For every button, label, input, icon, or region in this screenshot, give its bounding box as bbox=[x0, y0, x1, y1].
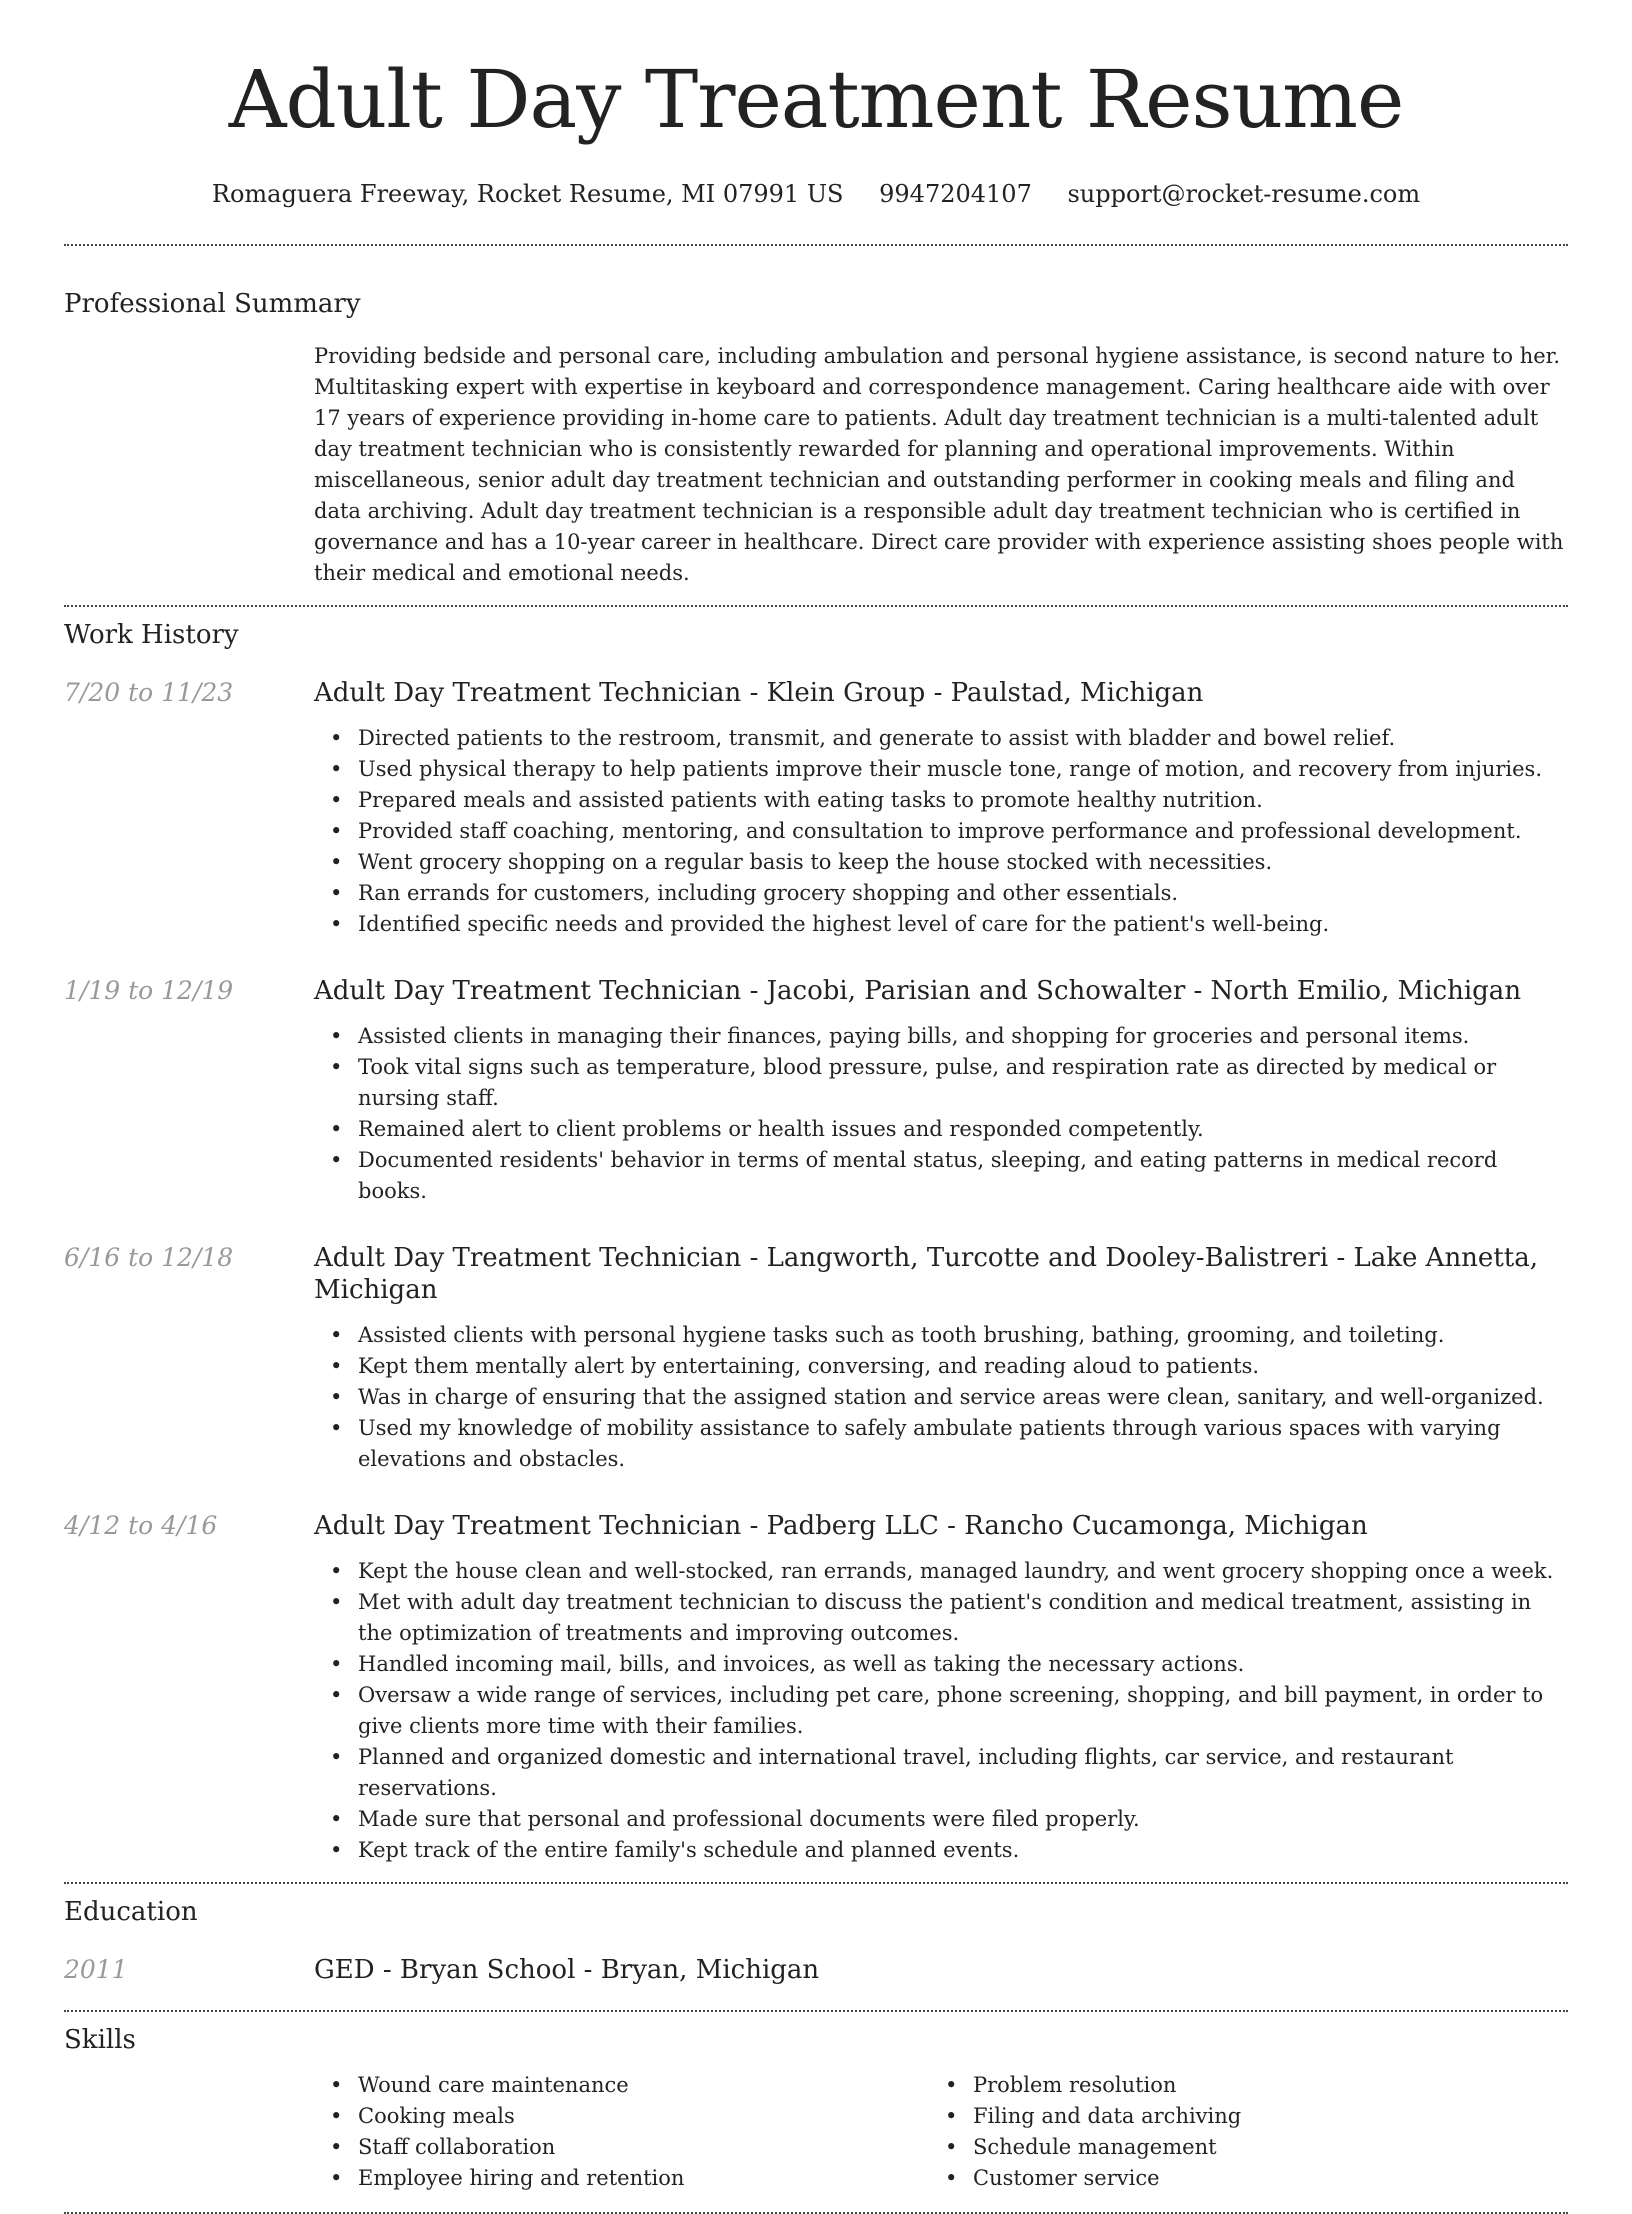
divider bbox=[64, 605, 1568, 607]
summary-left bbox=[64, 341, 314, 589]
list-item: • Kept them mentally alert by entertaining, conversing, and reading aloud to patients. bbox=[314, 1351, 1568, 1382]
contact-line bbox=[64, 178, 1568, 210]
list-item: • Directed patients to the restroom, transmit, and generate to assist with bladder and bowel relief. bbox=[314, 723, 1568, 754]
list-item: • Prepared meals and assisted patients with eating tasks to promote healthy nutrition. bbox=[314, 785, 1568, 816]
education-year: 2011 bbox=[64, 1955, 128, 1984]
job-title: Adult Day Treatment Technician - Jacobi, Parisian and Schowalter - North Emilio, Michigan bbox=[314, 976, 1522, 1006]
job-entry bbox=[64, 1510, 1568, 1866]
section-title-skills: Skills bbox=[64, 2025, 136, 2055]
list-item: • Made sure that personal and professional documents were filed properly. bbox=[314, 1804, 1568, 1835]
job-entry bbox=[64, 677, 1568, 940]
list-item: • Oversaw a wide range of services, including pet care, phone screening, shopping, and bill payment, in order to give clients more time with their families. bbox=[314, 1680, 1568, 1742]
list-item: • Provided staff coaching, mentoring, and consultation to improve performance and professional development. bbox=[314, 816, 1568, 847]
skills-columns bbox=[314, 2070, 1568, 2194]
job-bullets bbox=[314, 1556, 1568, 1866]
list-item: • Planned and organized domestic and international travel, including flights, car service, and restaurant reservations. bbox=[314, 1742, 1568, 1804]
job-dates: 4/12 to 4/16 bbox=[64, 1511, 218, 1540]
skill-item: • Customer service bbox=[929, 2163, 1544, 2194]
list-item: • Kept the house clean and well-stocked, ran errands, managed laundry, and went grocery shopping once a week. bbox=[314, 1556, 1568, 1587]
skill-item: • Staff collaboration bbox=[314, 2132, 929, 2163]
list-item: • Assisted clients in managing their finances, paying bills, and shopping for groceries and personal items. bbox=[314, 1021, 1568, 1052]
address: Romaguera Freeway, Rocket Resume, MI 07991 US bbox=[211, 180, 844, 208]
job-title: Adult Day Treatment Technician - Langworth, Turcotte and Dooley-Balistreri - Lake Annetta, Michigan bbox=[314, 1243, 1538, 1305]
list-item: • Ran errands for customers, including grocery shopping and other essentials. bbox=[314, 878, 1568, 909]
job-title: Adult Day Treatment Technician - Klein Group - Paulstad, Michigan bbox=[314, 678, 1204, 708]
resume-title: Adult Day Treatment Resume bbox=[228, 53, 1404, 146]
job-dates: 6/16 to 12/18 bbox=[64, 1243, 234, 1272]
education-text: GED - Bryan School - Bryan, Michigan bbox=[314, 1955, 820, 1985]
divider bbox=[64, 244, 1568, 246]
section-title-education: Education bbox=[64, 1897, 198, 1927]
list-item: • Kept track of the entire family's schedule and planned events. bbox=[314, 1835, 1568, 1866]
summary-row bbox=[64, 341, 1568, 589]
list-item: • Met with adult day treatment technician to discuss the patient's condition and medical treatment, assisting in the optimization of treatments and improving outcomes. bbox=[314, 1587, 1568, 1649]
skill-item: • Employee hiring and retention bbox=[314, 2163, 929, 2194]
divider bbox=[64, 2010, 1568, 2012]
skill-item: • Filing and data archiving bbox=[929, 2101, 1544, 2132]
job-bullets bbox=[314, 723, 1568, 940]
job-bullets bbox=[314, 1320, 1568, 1475]
job-dates: 7/20 to 11/23 bbox=[64, 678, 234, 707]
skills-left bbox=[64, 2070, 314, 2194]
resume-page bbox=[64, 0, 1568, 2214]
divider bbox=[64, 1882, 1568, 1884]
skill-item: • Problem resolution bbox=[929, 2070, 1544, 2101]
list-item: • Went grocery shopping on a regular basis to keep the house stocked with necessities. bbox=[314, 847, 1568, 878]
skills-column-2 bbox=[929, 2070, 1544, 2194]
list-item: • Identified specific needs and provided the highest level of care for the patient's well-being. bbox=[314, 909, 1568, 940]
list-item: • Used physical therapy to help patients improve their muscle tone, range of motion, and recovery from injuries. bbox=[314, 754, 1568, 785]
section-title-work: Work History bbox=[64, 620, 239, 650]
education-entry bbox=[64, 1954, 1568, 1986]
email: support@rocket-resume.com bbox=[1067, 180, 1421, 208]
skill-item: • Cooking meals bbox=[314, 2101, 929, 2132]
skill-item: • Schedule management bbox=[929, 2132, 1544, 2163]
job-bullets bbox=[314, 1021, 1568, 1207]
list-item: • Was in charge of ensuring that the assigned station and service areas were clean, sanitary, and well-organized. bbox=[314, 1382, 1568, 1413]
list-item: • Took vital signs such as temperature, blood pressure, pulse, and respiration rate as directed by medical or nursing staff. bbox=[314, 1052, 1568, 1114]
job-entry bbox=[64, 1242, 1568, 1475]
job-entry bbox=[64, 975, 1568, 1207]
list-item: • Handled incoming mail, bills, and invoices, as well as taking the necessary actions. bbox=[314, 1649, 1568, 1680]
list-item: • Used my knowledge of mobility assistance to safely ambulate patients through various spaces with varying elevations and obstacles. bbox=[314, 1413, 1568, 1475]
list-item: • Remained alert to client problems or health issues and responded competently. bbox=[314, 1114, 1568, 1145]
job-title: Adult Day Treatment Technician - Padberg LLC - Rancho Cucamonga, Michigan bbox=[314, 1511, 1368, 1541]
skills-column-1 bbox=[314, 2070, 929, 2194]
job-dates: 1/19 to 12/19 bbox=[64, 976, 234, 1005]
list-item: • Assisted clients with personal hygiene tasks such as tooth brushing, bathing, grooming, and toileting. bbox=[314, 1320, 1568, 1351]
list-item: • Documented residents' behavior in terms of mental status, sleeping, and eating patterns in medical record books. bbox=[314, 1145, 1568, 1207]
phone: 9947204107 bbox=[879, 180, 1032, 208]
summary-text: Providing bedside and personal care, including ambulation and personal hygiene assistance, is second nature to her. Multitasking expert with expertise in keyboard and correspondence management. Caring healthcare aide with over 17 years of experience providing in-home care to patients. Adult day treatment technician is a multi-talented adult day treatment technician who is consistently rewarded for planning and operational improvements. Within miscellaneous, senior adult day treatment technician and outstanding performer in cooking meals and filing and data archiving. Adult day treatment technician is a responsible adult day treatment technician who is certified in governance and has a 10-year career in healthcare. Direct care provider with experience assisting shoes people with their medical and emotional needs. bbox=[314, 344, 1564, 585]
skills-row bbox=[64, 2070, 1568, 2194]
section-title-summary: Professional Summary bbox=[64, 289, 361, 319]
skill-item: • Wound care maintenance bbox=[314, 2070, 929, 2101]
